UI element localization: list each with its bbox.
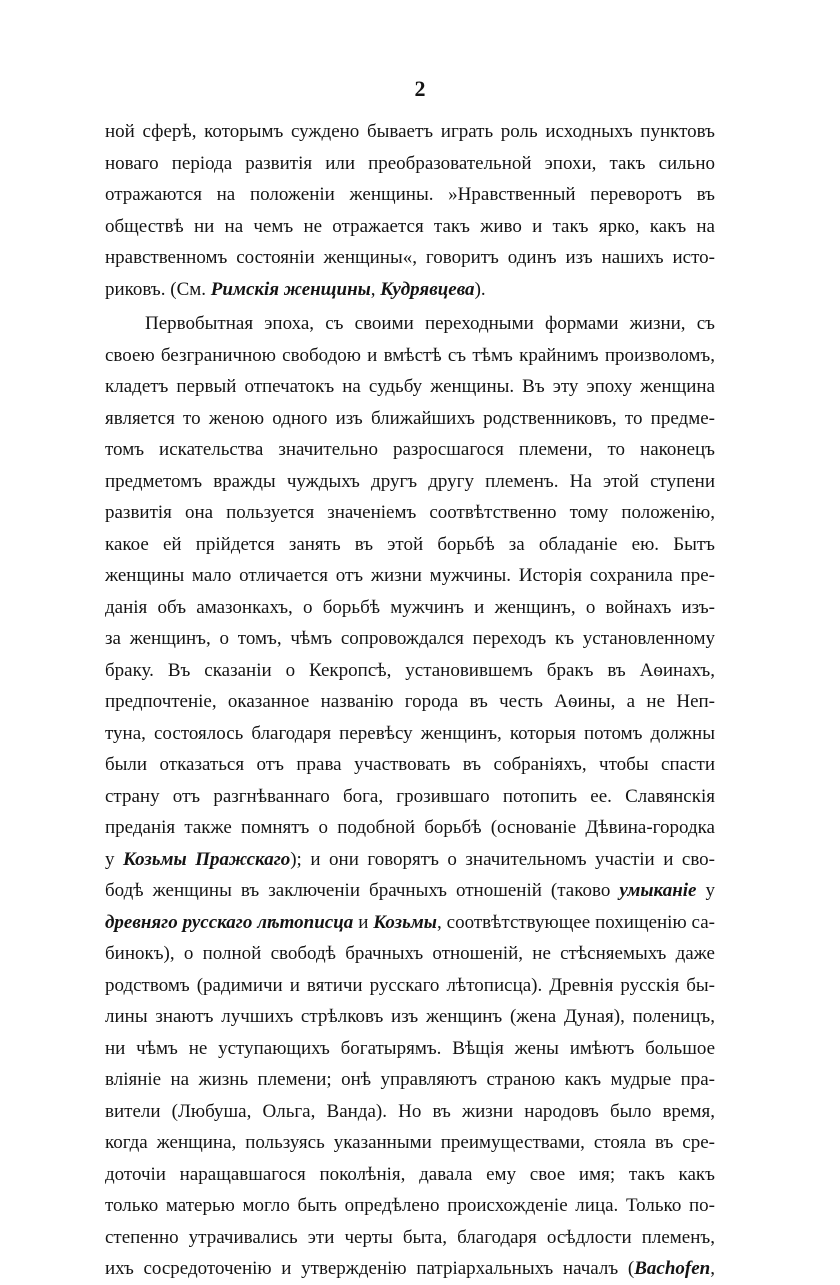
text-line: только матерью могло быть опредѣлено происхожденіе лица. Только по- [105,1195,715,1216]
text-line: своею безграничною свободою и вмѣстѣ съ тѣмъ крайнимъ произволомъ, [105,344,715,366]
text-line: когда женщина, пользуясь указанными преимуществами, стояла въ сре- [105,1132,715,1153]
italic-author: Кудрявцева [380,278,475,300]
text-line: ни чѣмъ не уступающихъ богатырямъ. Вѣщія жены имѣютъ большое [105,1037,715,1059]
paragraph-1 [105,116,715,305]
text-run: , [710,1258,715,1279]
text-line: бинокъ), о полной свободѣ брачныхъ отношеній, не стѣсняемыхъ даже [105,943,715,964]
text-line: вліяніе на жизнь племени; онѣ управляютъ страною какъ мудрые пра- [105,1069,715,1090]
text-line: были отказаться отъ права участвовать въ собраніяхъ, чтобы спасти [105,754,715,775]
page-number: 2 [414,76,426,101]
text-run: ); и они говорятъ о значительномъ участіи и сво- [290,848,715,870]
text-line: за женщинъ, о томъ, чѣмъ сопровождался переходъ къ установленному [105,628,715,649]
text-run: , соотвѣтствующее похищенію са- [436,911,715,933]
text-line: страну отъ разгнѣваннаго бога, грозившаго потопить ее. Славянскія [105,785,715,807]
text-line: родствомъ (радимичи и вятичи русскаго лѣтописца). Древнія русскія бы- [105,974,715,996]
text-line: доточіи наращавшагося поколѣнія, давала ему свое имя; такъ какъ [105,1163,715,1185]
text-line [105,907,715,939]
text-run: и [353,911,374,933]
text-line: туна, состоялось благодаря перевѣсу женщинъ, которыя потомъ должны [105,722,715,744]
text-line: предметомъ вражды чуждыхъ другъ другу племенъ. На этой ступени [105,470,715,492]
text-line: Первобытная эпоха, съ своими переходными формами жизни, съ [145,313,715,334]
text-line: предпочтеніе, оказанное названію города въ честь Аѳины, а не Неп- [105,691,715,712]
body-text [105,116,715,1285]
text-line: степенно утрачивались эти черты быта, благодаря осѣдлости племенъ, [105,1226,715,1248]
italic-author: Козьмы [373,911,437,933]
text-run: у [696,880,716,901]
text-line: обществѣ ни на чемъ не отражается такъ живо и такъ ярко, какъ на [105,215,715,237]
text-line: браку. Въ сказаніи о Кекропсѣ, установившемъ бракъ въ Аѳинахъ, [105,659,715,681]
text-line [105,274,715,306]
text-run: , [370,278,381,300]
text-run: риковъ. (См. [105,278,211,300]
text-line [105,875,715,907]
text-line: какое ей прійдется занять въ этой борьбѣ за обладаніе ею. Бытъ [105,533,715,555]
text-line [105,1253,715,1285]
text-line: женщины мало отличается отъ жизни мужчины. Исторія сохранила пре- [105,565,715,586]
text-line: является то женою одного изъ ближайшихъ родственниковъ, то предме- [105,407,715,429]
italic-citation: Bachofen [634,1258,711,1279]
paragraph-2 [105,308,715,1285]
italic-title: Римскія женщины [210,278,371,300]
text-line: преданія также помнятъ о подобной борьбѣ (основаніе Дѣвина-городка [105,817,715,838]
text-line: ной сферѣ, которымъ суждено бываетъ играть роль исходныхъ пунктовъ [105,121,715,142]
text-line: развитія она пользуется значеніемъ соотвѣтственно тому положенію, [105,502,715,523]
text-line: нравственномъ состояніи женщины«, говоритъ одинъ изъ нашихъ исто- [105,247,715,268]
italic-source: древняго русскаго лѣтописца [105,911,354,933]
text-run: у [105,848,124,870]
text-run: ). [474,278,486,300]
italic-term: умыканіе [619,880,697,901]
text-line [105,844,715,876]
text-line: кладетъ первый отпечатокъ на судьбу женщины. Въ эту эпоху женщина [105,376,715,397]
text-line: лины знаютъ лучшихъ стрѣлковъ изъ женщинъ (жена Дуная), поленицъ, [105,1006,715,1027]
text-line: новаго періода развитія или преобразовательной эпохи, такъ сильно [105,152,715,174]
text-run: бодѣ женщины въ заключеніи брачныхъ отношеній (таково [105,880,620,901]
italic-author: Козьмы Пражскаго [123,848,291,870]
text-line: томъ искательства значительно разросшагося племени, то наконецъ [105,439,715,460]
text-run: ихъ сосредоточенію и утвержденію патріархальныхъ началъ ( [105,1258,635,1279]
text-line: отражаются на положеніи женщины. »Нравственный переворотъ въ [105,184,715,205]
text-line: данія объ амазонкахъ, о борьбѣ мужчинъ и женщинъ, о войнахъ изъ- [105,596,715,618]
text-line: вители (Любуша, Ольга, Ванда). Но въ жизни народовъ было время, [105,1100,715,1122]
